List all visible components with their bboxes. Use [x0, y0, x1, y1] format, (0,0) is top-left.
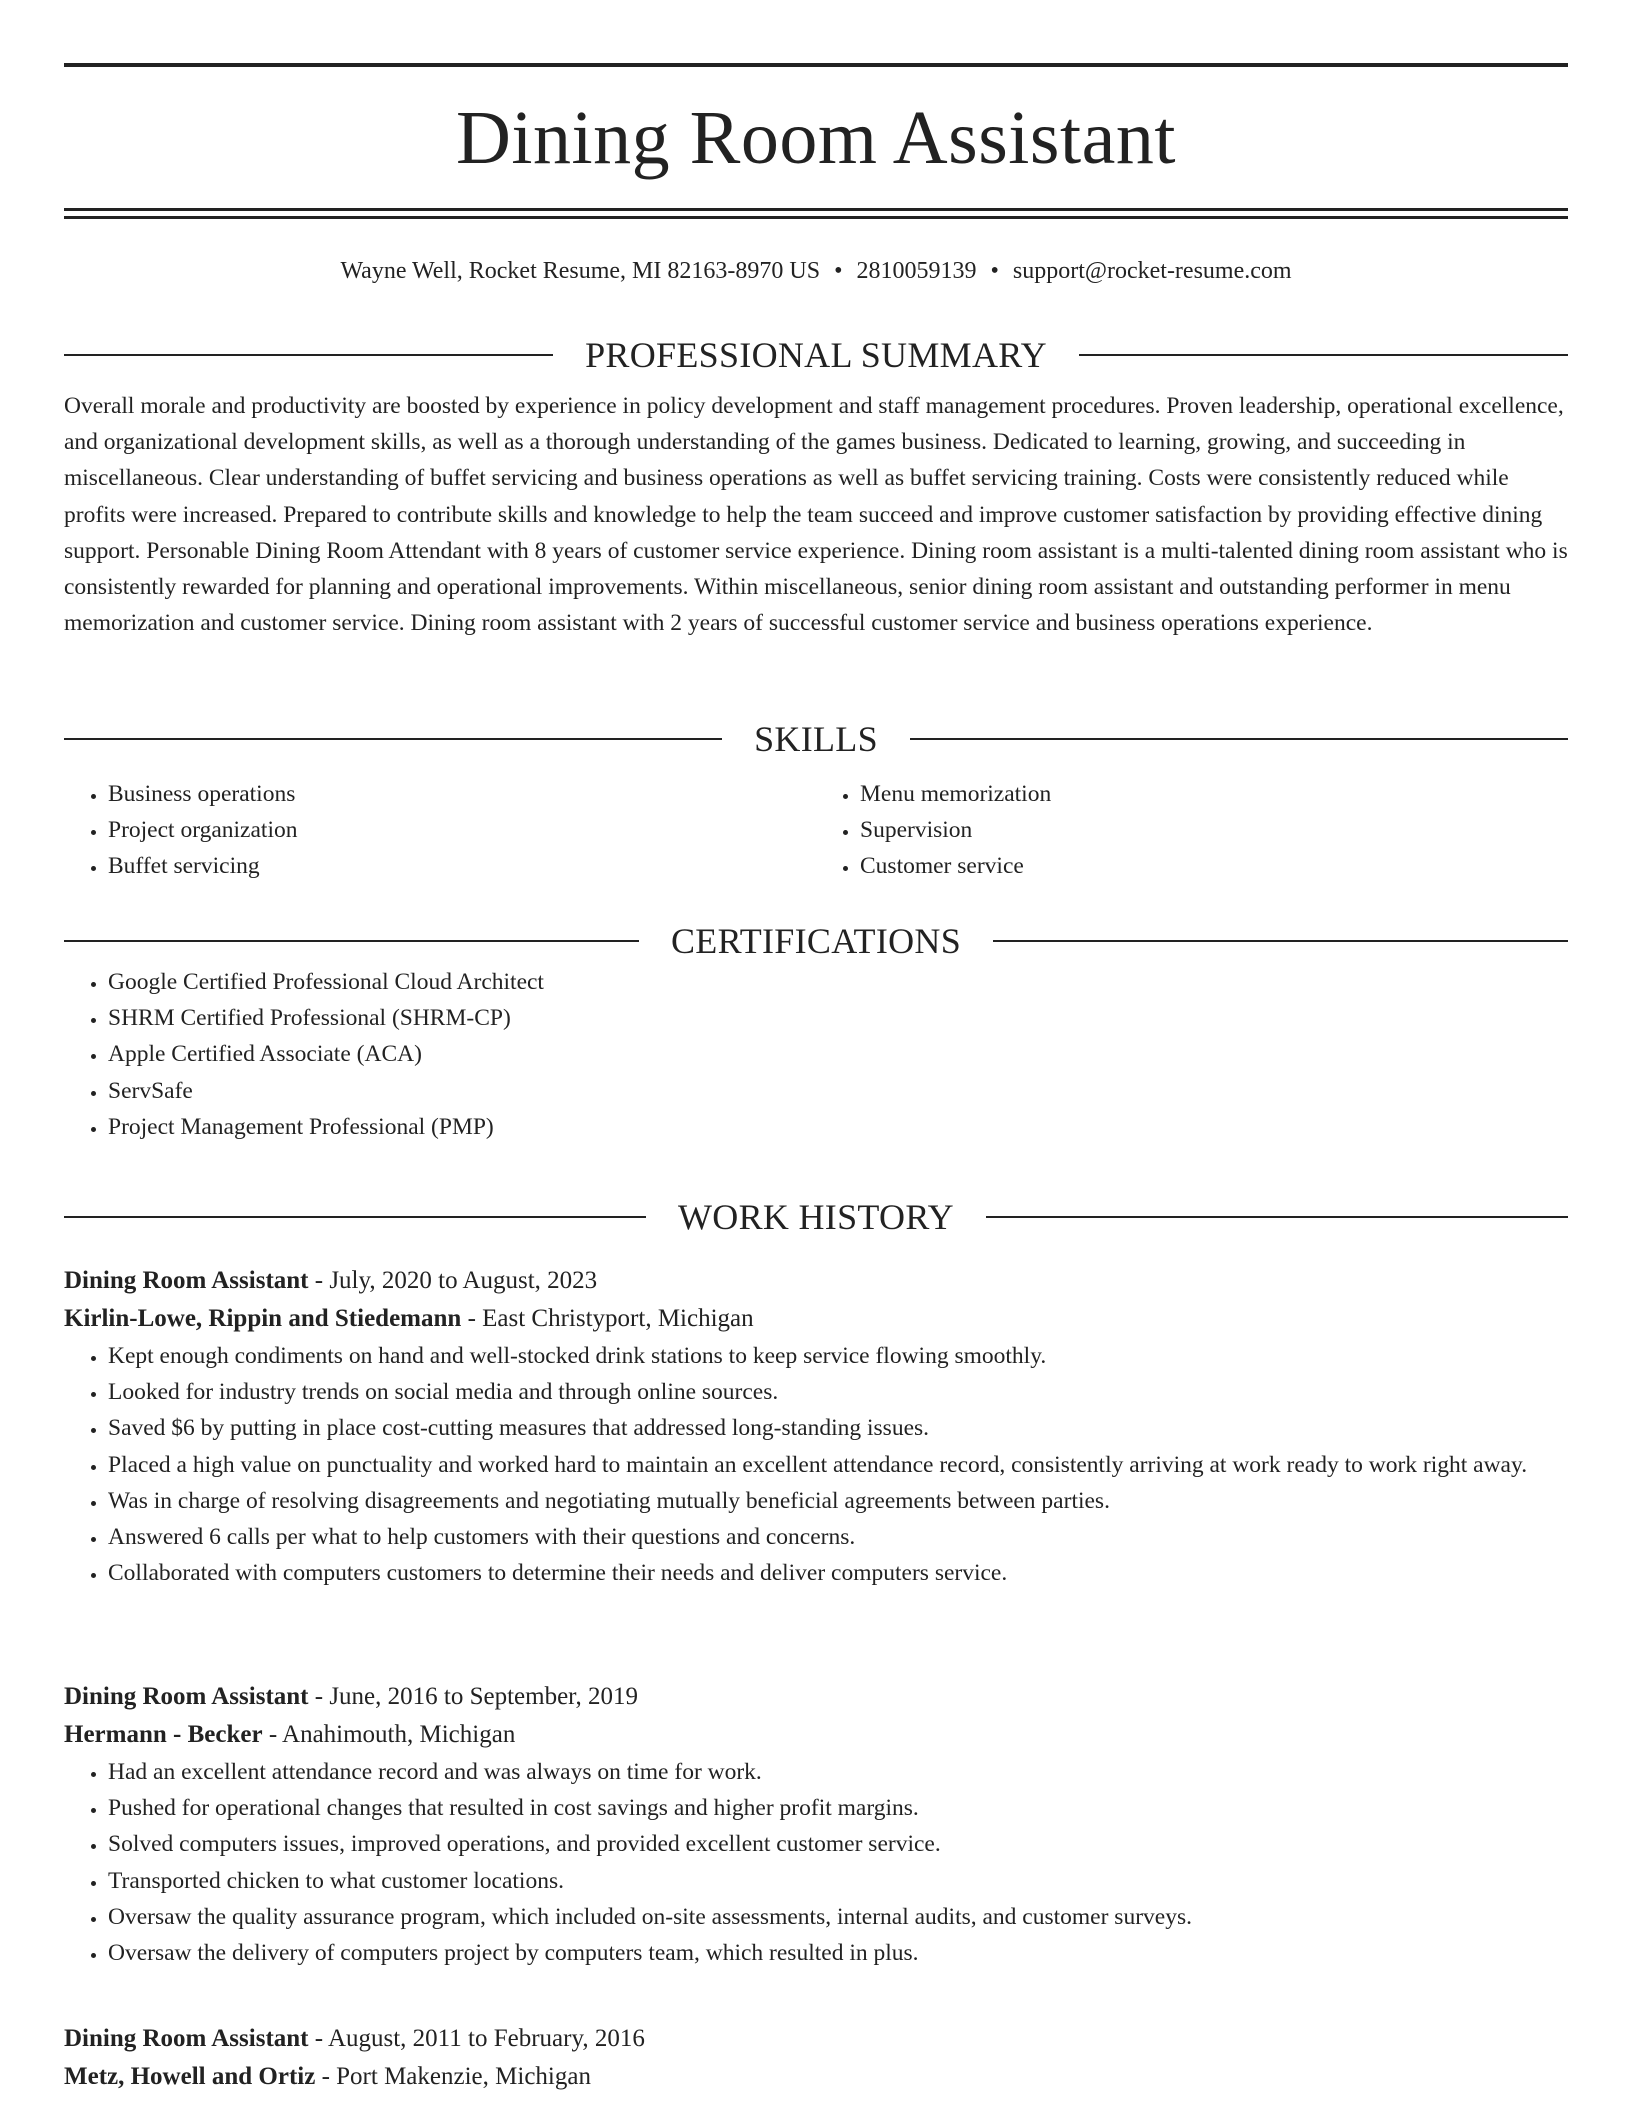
job-entry: [64, 1678, 1568, 1971]
job-entry: [64, 1262, 1568, 1591]
job-dates: July, 2020 to August, 2023: [329, 1267, 598, 1294]
contact-line: [64, 256, 1568, 286]
job-bullet: • Transported chicken to what customer locations.: [108, 1863, 1568, 1899]
work-heading: WORK HISTORY: [678, 1197, 954, 1237]
job-title-line: Dining Room Assistant - August, 2011 to February, 2016: [64, 2025, 645, 2052]
heading-rule-right: [986, 1216, 1568, 1218]
contact-phone: 2810059139: [856, 258, 977, 284]
heading-rule-left: [64, 738, 722, 740]
contact-email: support@rocket-resume.com: [1012, 258, 1292, 284]
skills-column-left: [64, 776, 816, 885]
job-company-line: Kirlin-Lowe, Rippin and Stiedemann - East Christyport, Michigan: [64, 1305, 754, 1332]
job-company: Metz, Howell and Ortiz: [64, 2063, 316, 2090]
heading-rule-right: [1079, 354, 1568, 356]
work-heading-row: [64, 1194, 1568, 1240]
contact-separator: •: [834, 258, 843, 284]
job-bullet: • Oversaw the delivery of computers project by computers team, which resulted in plus.: [108, 1935, 1568, 1971]
heading-rule-left: [64, 354, 553, 356]
job-bullets: [64, 1338, 1568, 1591]
skills-heading-row: [64, 716, 1568, 762]
work-history-section: [64, 1194, 1568, 1240]
heading-rule-left: [64, 940, 639, 942]
job-bullet: • Pushed for operational changes that resulted in cost savings and higher profit margins.: [108, 1790, 1568, 1826]
job-bullet: • Oversaw the quality assurance program, which included on-site assessments, internal audits, and customer surveys.: [108, 1899, 1568, 1935]
job-bullet: • Looked for industry trends on social media and through online sources.: [108, 1374, 1568, 1410]
summary-text: Overall morale and productivity are boosted by experience in policy development and staff management procedures. Proven leadership, operational excellence, and organizational development skills, as well as a thorough understanding of the games business. Dedicated to learning, growing, and succeeding in miscellaneous. Clear understanding of buffet servicing and business operations as well as buffet servicing training. Costs were consistently reduced while profits were increased. Prepared to contribute skills and knowledge to help the team succeed and improve customer satisfaction by providing effective dining support. Personable Dining Room Attendant with 8 years of customer service experience. Dining room assistant is a multi-talented dining room assistant who is consistently rewarded for planning and operational improvements. Within miscellaneous, senior dining room assistant and outstanding performer in menu memorization and customer service. Dining room assistant with 2 years of successful customer service and business operations experience.: [64, 393, 1568, 637]
skills-column-right: [816, 776, 1568, 885]
job-bullet: • Solved computers issues, improved operations, and provided excellent customer service.: [108, 1826, 1568, 1862]
certification-item: • SHRM Certified Professional (SHRM-CP): [108, 1000, 1568, 1036]
job-company: Kirlin-Lowe, Rippin and Stiedemann: [64, 1305, 462, 1332]
header-top-rule: [64, 63, 1568, 67]
skill-item: • Business operations: [108, 776, 816, 812]
skill-item: • Buffet servicing: [108, 848, 816, 884]
job-bullet: • Saved $6 by putting in place cost-cutting measures that addressed long-standing issues.: [108, 1410, 1568, 1446]
page-title: Dining Room Assistant: [456, 96, 1176, 180]
job-company-line: Metz, Howell and Ortiz - Port Makenzie, Michigan: [64, 2063, 591, 2090]
contact-separator: •: [990, 258, 999, 284]
certifications-list: [64, 964, 1568, 1145]
summary-section: [64, 332, 1568, 641]
skills-list-left: [64, 776, 816, 885]
job-company: Hermann - Becker: [64, 1721, 263, 1748]
header-double-rule: [64, 208, 1568, 219]
skills-heading: SKILLS: [754, 719, 878, 759]
skills-grid: [64, 776, 1568, 885]
job-dates: August, 2011 to February, 2016: [327, 2025, 645, 2052]
skill-item: • Project organization: [108, 812, 816, 848]
skills-section: [64, 716, 1568, 885]
heading-rule-right: [993, 940, 1568, 942]
job-title: Dining Room Assistant: [64, 2025, 309, 2052]
certification-item: • Google Certified Professional Cloud Architect: [108, 964, 1568, 1000]
job-dates: June, 2016 to September, 2019: [329, 1683, 639, 1710]
job-location: Anahimouth, Michigan: [282, 1721, 516, 1748]
job-entry: [64, 2020, 1568, 2096]
job-title: Dining Room Assistant: [64, 1267, 309, 1294]
certifications-heading-row: [64, 918, 1568, 964]
certifications-section: [64, 918, 1568, 1145]
certification-item: • Apple Certified Associate (ACA): [108, 1036, 1568, 1072]
job-bullet: • Collaborated with computers customers to determine their needs and deliver computers service.: [108, 1555, 1568, 1591]
job-bullet: • Had an excellent attendance record and was always on time for work.: [108, 1754, 1568, 1790]
certification-item: • Project Management Professional (PMP): [108, 1109, 1568, 1145]
job-bullet: • Placed a high value on punctuality and worked hard to maintain an excellent attendance record, consistently arriving at work ready to work right away.: [108, 1447, 1568, 1483]
summary-heading: PROFESSIONAL SUMMARY: [585, 335, 1047, 375]
job-title-line: Dining Room Assistant - July, 2020 to August, 2023: [64, 1267, 598, 1294]
heading-rule-left: [64, 1216, 646, 1218]
job-bullet: • Answered 6 calls per what to help customers with their questions and concerns.: [108, 1519, 1568, 1555]
skill-item: • Customer service: [860, 848, 1568, 884]
summary-heading-row: [64, 332, 1568, 378]
skill-item: • Menu memorization: [860, 776, 1568, 812]
certifications-heading: CERTIFICATIONS: [670, 921, 962, 961]
job-location: East Christyport, Michigan: [482, 1305, 754, 1332]
job-location: Port Makenzie, Michigan: [336, 2063, 591, 2090]
skill-item: • Supervision: [860, 812, 1568, 848]
job-title-line: Dining Room Assistant - June, 2016 to September, 2019: [64, 1683, 639, 1710]
certification-item: • ServSafe: [108, 1073, 1568, 1109]
job-title: Dining Room Assistant: [64, 1683, 309, 1710]
job-bullet: • Kept enough condiments on hand and well-stocked drink stations to keep service flowing smoothly.: [108, 1338, 1568, 1374]
contact-address: Wayne Well, Rocket Resume, MI 82163-8970 US: [340, 258, 821, 284]
job-company-line: Hermann - Becker - Anahimouth, Michigan: [64, 1721, 516, 1748]
skills-list-right: [816, 776, 1568, 885]
job-bullets: [64, 1754, 1568, 1971]
heading-rule-right: [910, 738, 1568, 740]
job-bullet: • Was in charge of resolving disagreements and negotiating mutually beneficial agreements between parties.: [108, 1483, 1568, 1519]
